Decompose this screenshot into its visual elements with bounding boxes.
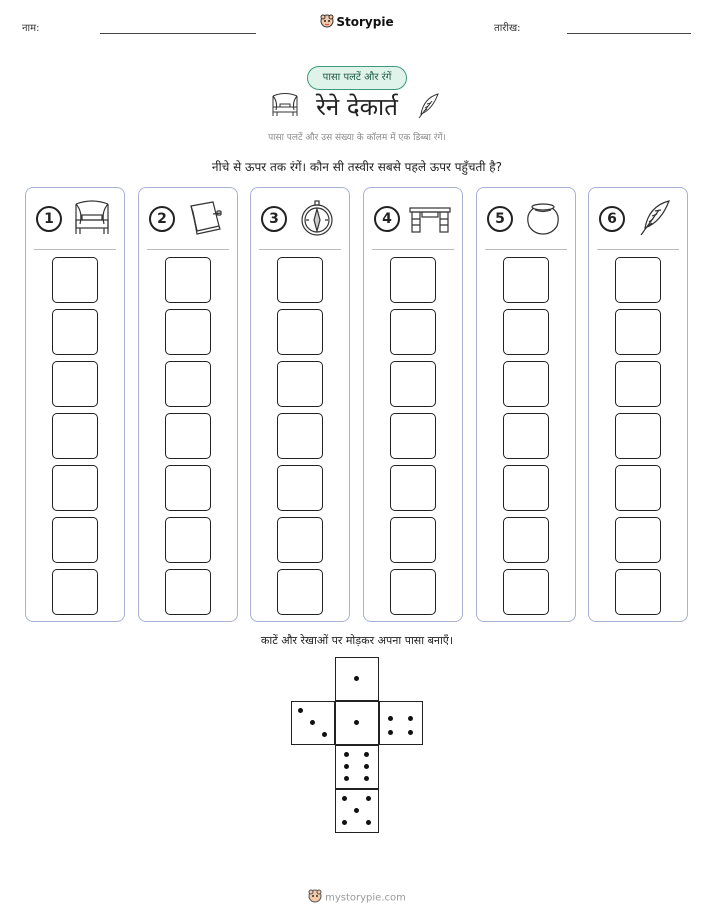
color-box[interactable] [52,465,98,511]
die-pip [366,796,371,801]
name-line[interactable] [100,33,256,34]
compass-icon [295,198,339,238]
color-box[interactable] [165,309,211,355]
question-text: नीचे से ऊपर तक रंगें। कौन सी तस्वीर सबसे पहले ऊपर पहुँचती है? [211,160,503,174]
color-box[interactable] [390,257,436,303]
column-number: 6 [599,206,625,232]
color-box[interactable] [503,517,549,563]
color-box[interactable] [390,413,436,459]
column-number: 4 [374,206,400,232]
die-face [291,701,335,745]
color-box[interactable] [390,517,436,563]
color-box[interactable] [390,465,436,511]
column-divider [147,249,229,250]
footer-url[interactable]: mystorypie.com [325,892,406,904]
color-box[interactable] [615,465,661,511]
desk-icon [408,198,452,238]
column-divider [597,249,679,250]
book-icon [183,198,227,238]
color-box[interactable] [277,309,323,355]
column-divider [259,249,341,250]
color-box[interactable] [277,257,323,303]
color-box[interactable] [503,257,549,303]
color-box[interactable] [615,569,661,615]
color-box[interactable] [165,361,211,407]
column-number: 1 [36,206,62,232]
color-box[interactable] [277,413,323,459]
brand-name: Storypie [336,15,394,29]
color-box[interactable] [165,465,211,511]
column-4 [363,187,463,622]
color-box[interactable] [277,517,323,563]
color-box[interactable] [503,309,549,355]
column-6 [588,187,688,622]
page-title: रेने देकार्त [316,93,398,121]
die-pip [344,764,349,769]
color-box[interactable] [503,569,549,615]
column-number: 5 [487,206,513,232]
die-pip [310,720,315,725]
color-box[interactable] [503,361,549,407]
color-box[interactable] [503,413,549,459]
die-pip [366,820,371,825]
die-pip [364,764,369,769]
color-box[interactable] [277,465,323,511]
color-box[interactable] [615,361,661,407]
column-1 [25,187,125,622]
color-box[interactable] [615,309,661,355]
color-box[interactable] [277,361,323,407]
color-box[interactable] [52,361,98,407]
color-box[interactable] [277,569,323,615]
brand-logo [0,14,714,31]
die-pip [344,752,349,757]
die-pip [354,720,359,725]
column-divider [372,249,454,250]
canopy-bed-icon [70,198,114,238]
color-box[interactable] [615,517,661,563]
die-pip [408,730,413,735]
date-label: तारीख: [494,23,521,34]
mascot-icon [320,14,334,31]
pot-icon [521,198,565,238]
color-box[interactable] [165,569,211,615]
column-divider [485,249,567,250]
color-box[interactable] [165,517,211,563]
color-box[interactable] [52,413,98,459]
column-3 [250,187,350,622]
name-label: नाम: [22,23,40,34]
column-divider [34,249,116,250]
column-5 [476,187,576,622]
color-box[interactable] [52,569,98,615]
die-pip [342,796,347,801]
die-face [379,701,423,745]
die-face [335,657,379,701]
color-box[interactable] [52,257,98,303]
column-number: 2 [149,206,175,232]
cut-instruction: काटें और रेखाओं पर मोड़कर अपना पासा बनाएँ। [260,634,454,647]
die-pip [388,716,393,721]
quill-icon [633,198,677,238]
activity-badge: पासा पलटें और रंगें [307,66,407,90]
footer [0,889,714,906]
mascot-icon [308,889,322,906]
color-box[interactable] [615,257,661,303]
color-box[interactable] [165,413,211,459]
die-face [335,789,379,833]
die-face [335,701,379,745]
color-box[interactable] [390,569,436,615]
die-pip [322,732,327,737]
color-box[interactable] [615,413,661,459]
die-pip [364,776,369,781]
color-box[interactable] [52,517,98,563]
die-pip [354,808,359,813]
instruction-subtitle: पासा पलटें और उस संख्या के कॉलम में एक डिब्बा रंगें। [268,133,446,143]
die-pip [408,716,413,721]
die-face [335,745,379,789]
die-pip [364,752,369,757]
quill-icon [416,92,442,124]
column-number: 3 [261,206,287,232]
die-pip [344,776,349,781]
die-pip [388,730,393,735]
color-box[interactable] [390,309,436,355]
die-pip [342,820,347,825]
color-box[interactable] [52,309,98,355]
color-box[interactable] [165,257,211,303]
date-line[interactable] [567,33,691,34]
die-pip [298,708,303,713]
color-box[interactable] [503,465,549,511]
color-box[interactable] [390,361,436,407]
die-pip [354,676,359,681]
column-2 [138,187,238,622]
